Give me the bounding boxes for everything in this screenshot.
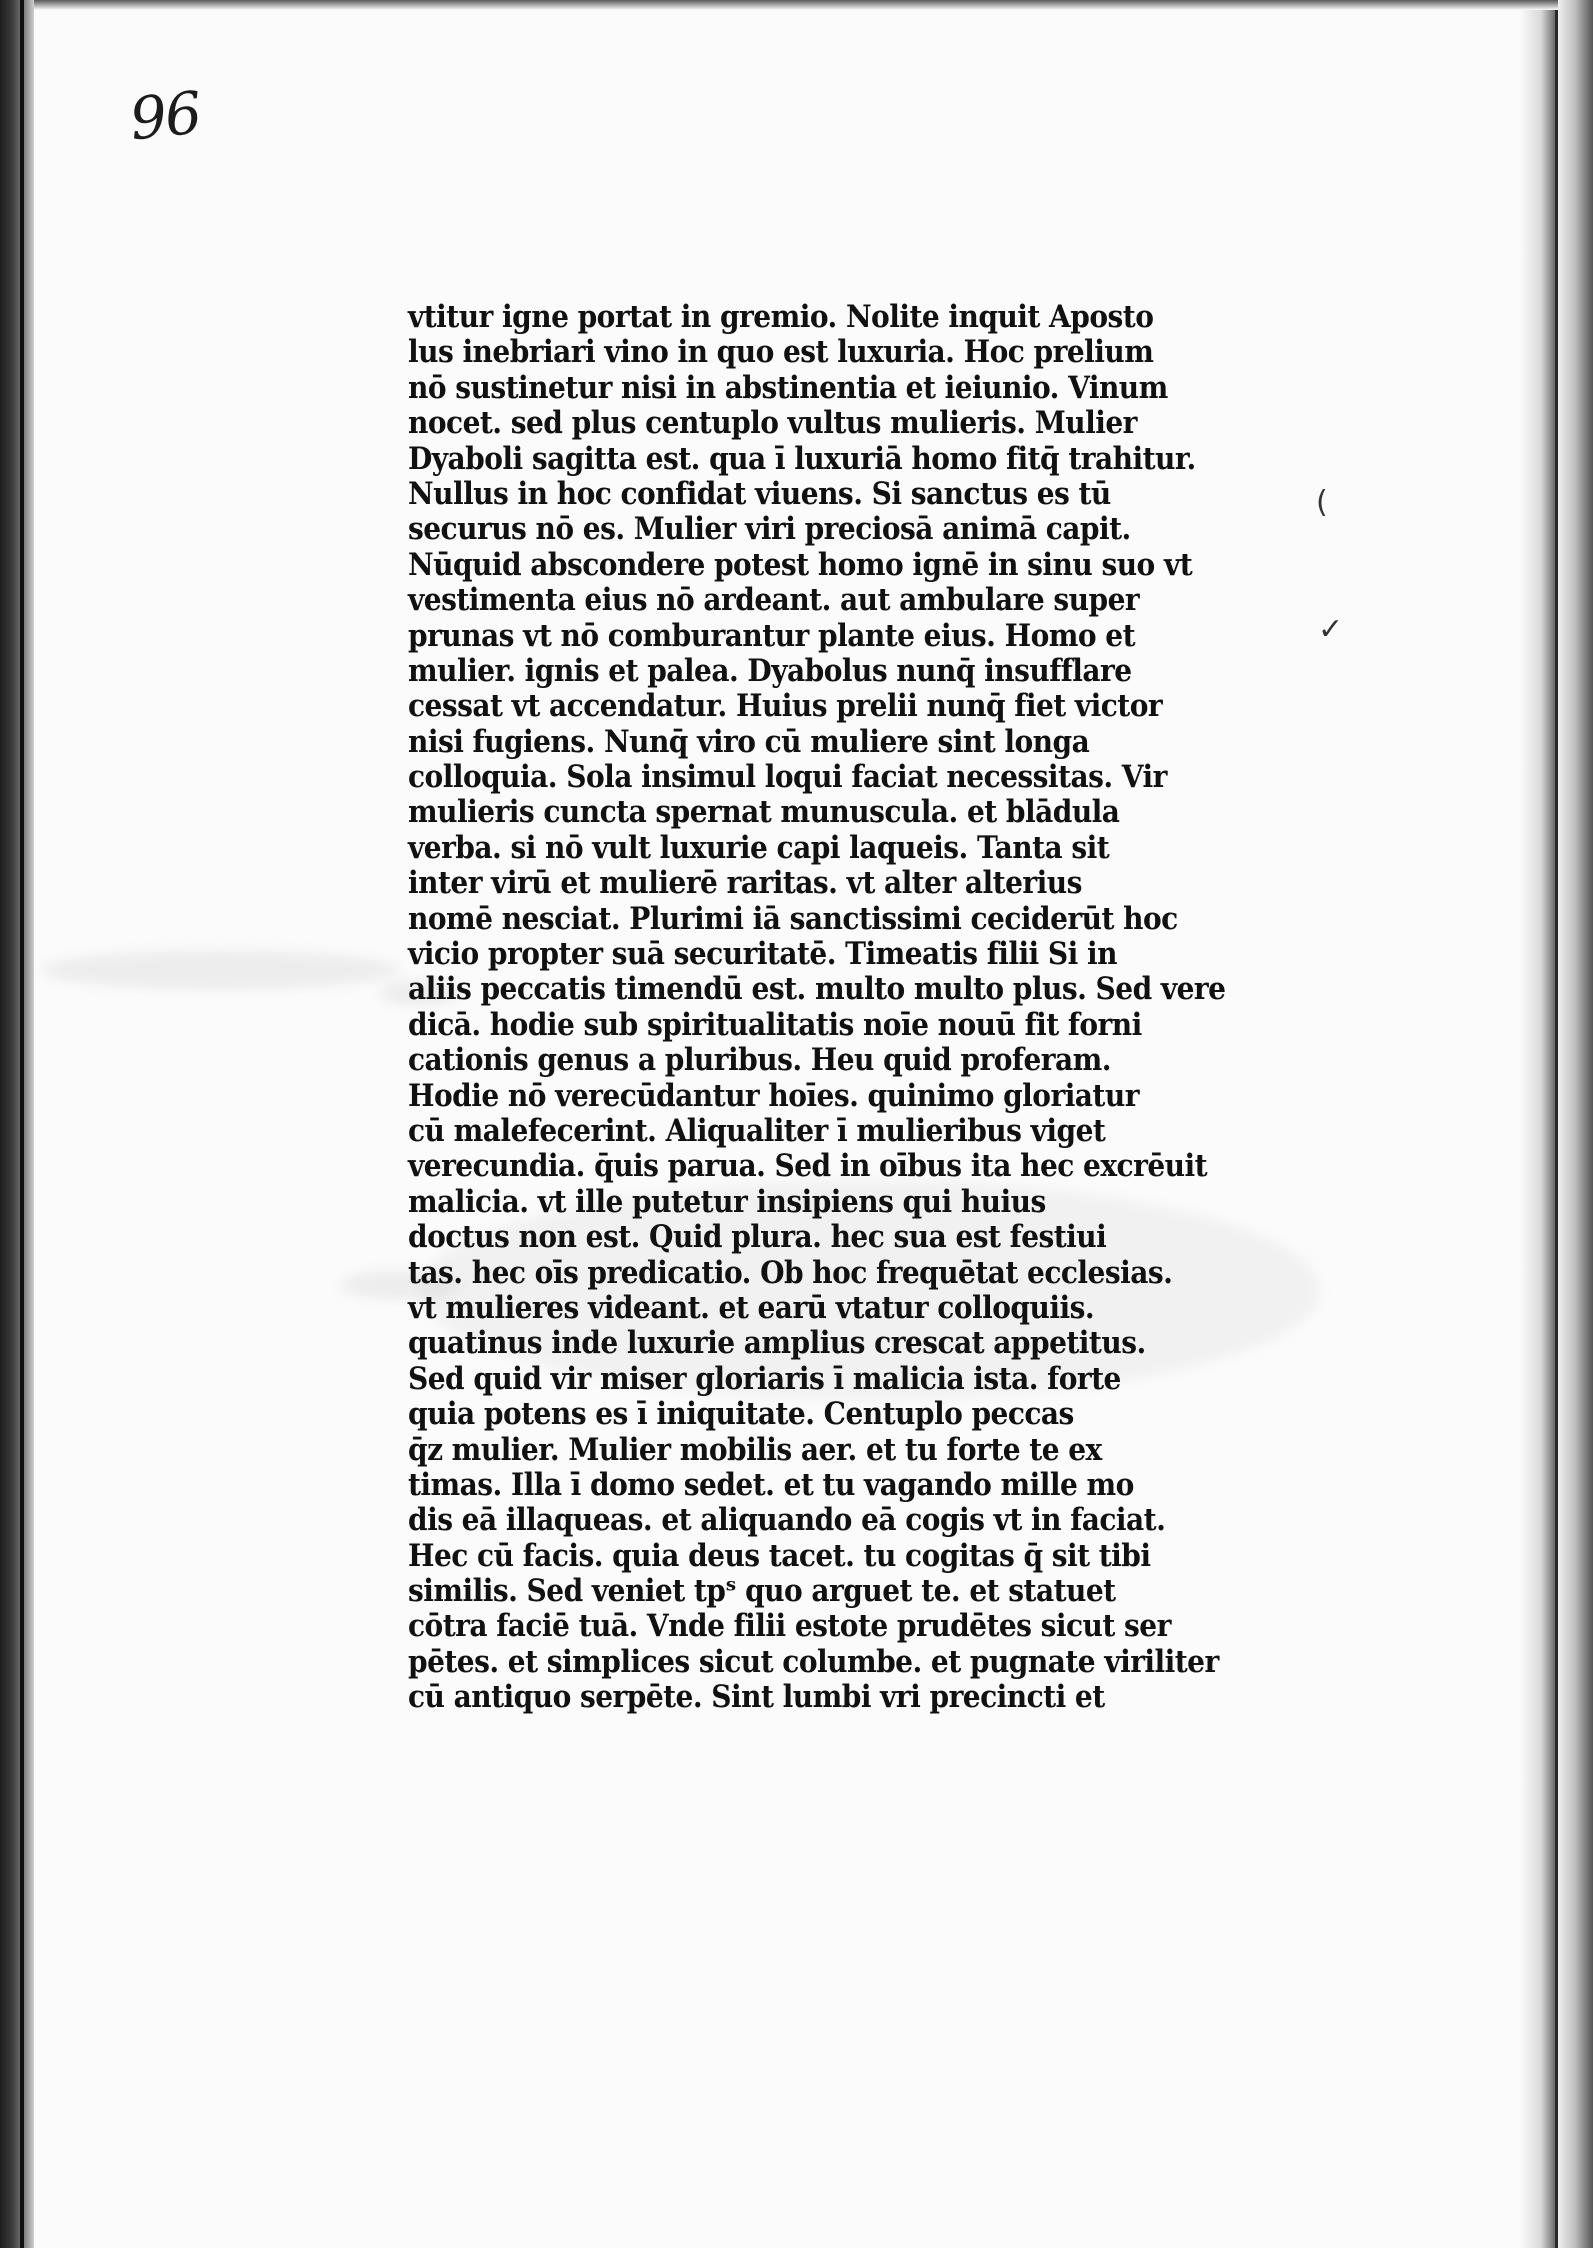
- right-page-edge: [1558, 0, 1593, 2248]
- text-line: Hec cū facis. quia deus tacet. tu cogitas q̄ sit tibi: [408, 1537, 1151, 1574]
- top-page-edge: [34, 0, 1558, 10]
- page-edge-shadow: [1520, 0, 1555, 2248]
- manuscript-text-block: [408, 300, 1348, 1716]
- text-line: prunas vt nō comburantur plante eius. Homo et: [408, 617, 1136, 654]
- text-line: inter virū et mulierē raritas. vt alter alterius: [408, 865, 1082, 902]
- binding-edge: [0, 0, 34, 2248]
- text-line: nō sustinetur nisi in abstinentia et ieiunio. Vinum: [408, 369, 1168, 406]
- text-line: cū malefecerint. Aliqualiter ī mulieribus viget: [408, 1112, 1106, 1149]
- text-line: verba. si nō vult luxurie capi laqueis. Tanta sit: [408, 829, 1110, 866]
- folio-number: 96: [126, 78, 204, 154]
- text-line: vt mulieres videant. et earū vtatur colloquiis.: [408, 1289, 1095, 1326]
- text-line: cationis genus a pluribus. Heu quid proferam.: [408, 1042, 1112, 1079]
- text-line: nomē nesciat. Plurimi iā sanctissimi ceciderūt hoc: [408, 900, 1178, 937]
- text-line: vestimenta eius nō ardeant. aut ambulare super: [408, 582, 1140, 619]
- text-line: securus nō es. Mulier viri preciosā animā capit.: [408, 511, 1131, 548]
- margin-bracket-mark: (: [1316, 485, 1328, 520]
- text-line: vicio propter suā securitatē. Timeatis filii Si in: [408, 936, 1117, 973]
- text-line: similis. Sed veniet tpˢ quo arguet te. et statuet: [408, 1573, 1116, 1610]
- text-line: doctus non est. Quid plura. hec sua est festiui: [408, 1219, 1107, 1256]
- text-line: cōtra faciē tuā. Vnde filii estote prudētes sicut ser: [408, 1608, 1171, 1645]
- text-line: mulieris cuncta spernat munuscula. et blādula: [408, 794, 1120, 831]
- text-line: lus inebriari vino in quo est luxuria. Hoc prelium: [408, 334, 1154, 371]
- text-line: timas. Illa ī domo sedet. et tu vagando mille mo: [408, 1466, 1134, 1503]
- text-line: cū antiquo serpēte. Sint lumbi vri precincti et: [408, 1679, 1105, 1716]
- text-line: malicia. vt ille putetur insipiens qui huius: [408, 1183, 1046, 1220]
- text-line: nisi fugiens. Nunq̄ viro cū muliere sint longa: [408, 723, 1090, 760]
- text-line: quatinus inde luxurie amplius crescat appetitus.: [408, 1325, 1146, 1362]
- binding-line: [20, 0, 24, 2248]
- text-line: dis eā illaqueas. et aliquando eā cogis vt in faciat.: [408, 1502, 1166, 1539]
- text-line: aliis peccatis timendū est. multo multo plus. Sed vere: [408, 971, 1226, 1008]
- text-line: Dyaboli sagitta est. qua ī luxuriā homo fitq̄ trahitur.: [408, 440, 1196, 477]
- text-line: Sed quid vir miser gloriaris ī malicia ista. forte: [408, 1360, 1121, 1397]
- text-line: Nullus in hoc confidat viuens. Si sanctus es tū: [408, 475, 1111, 512]
- margin-check-mark: ✓: [1318, 612, 1344, 647]
- text-line: verecundia. q̄uis parua. Sed in oībus ita hec excrēuit: [408, 1148, 1208, 1185]
- text-line: cessat vt accendatur. Huius prelii nunq̄ fiet victor: [408, 688, 1163, 725]
- text-line: mulier. ignis et palea. Dyabolus nunq̄ insufflare: [408, 652, 1132, 689]
- text-line: colloquia. Sola insimul loqui faciat necessitas. Vir: [408, 759, 1167, 796]
- text-line: vtitur igne portat in gremio. Nolite inquit Aposto: [408, 299, 1154, 335]
- text-line: Hodie nō verecūdantur hoīes. quinimo gloriatur: [408, 1077, 1139, 1114]
- text-line: pētes. et simplices sicut columbe. et pugnate viriliter: [408, 1643, 1219, 1680]
- text-line: nocet. sed plus centuplo vultus mulieris. Mulier: [408, 405, 1137, 442]
- text-line: q̄z mulier. Mulier mobilis aer. et tu forte te ex: [408, 1431, 1102, 1468]
- bleed-through-smudge: [40, 950, 400, 990]
- text-line: tas. hec oīs predicatio. Ob hoc frequētat ecclesias.: [408, 1254, 1173, 1291]
- text-line: Nūquid abscondere potest homo ignē in sinu suo vt: [408, 546, 1193, 583]
- text-line: quia potens es ī iniquitate. Centuplo peccas: [408, 1396, 1074, 1433]
- text-line: dicā. hodie sub spiritualitatis noīe nouū fit forni: [408, 1006, 1142, 1043]
